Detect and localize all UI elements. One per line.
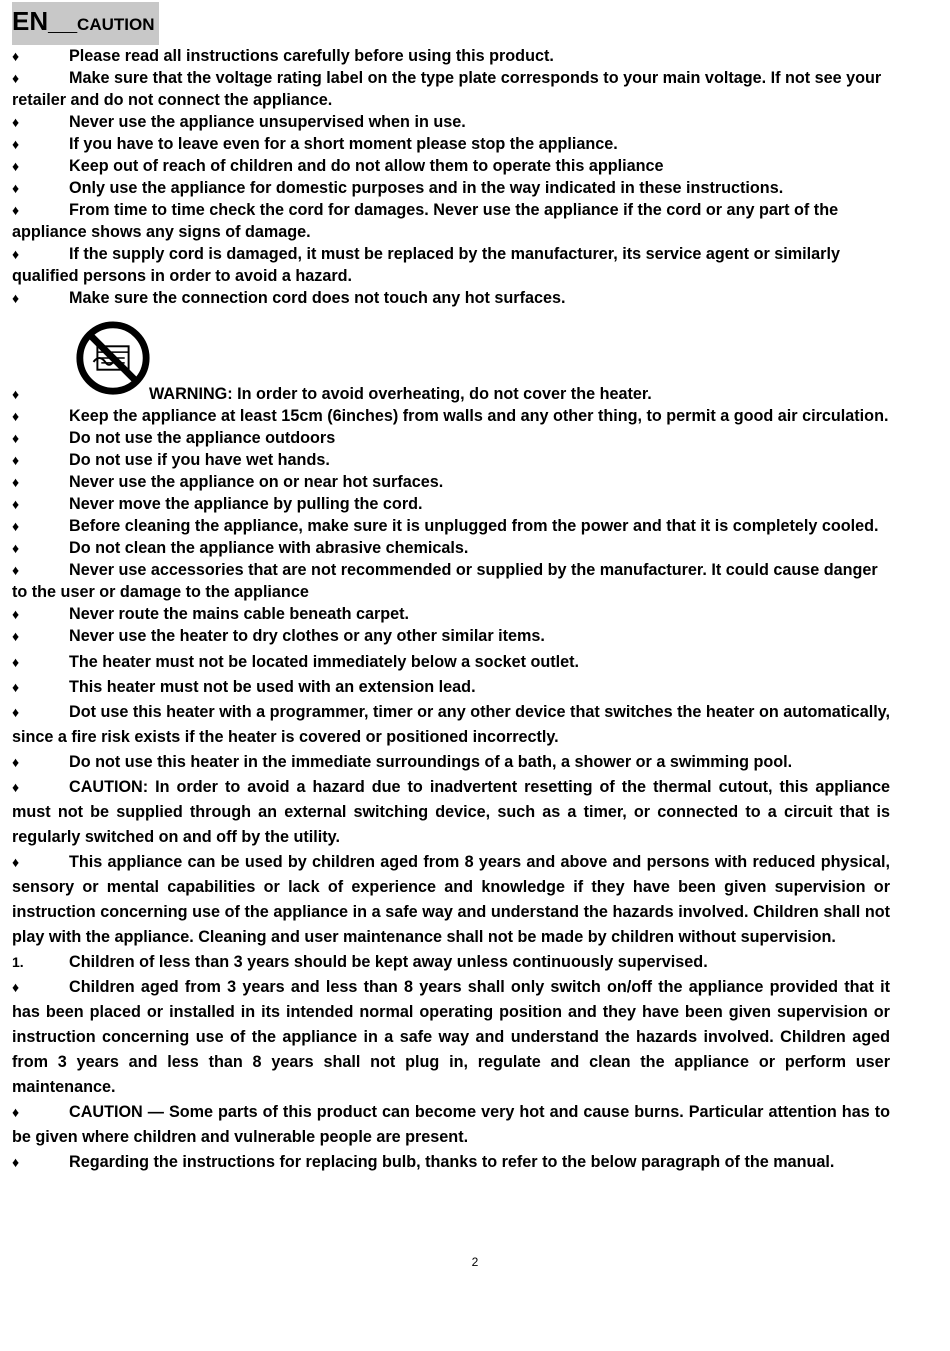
list-item — [12, 650, 890, 675]
list-item — [12, 471, 890, 493]
list-item-text: Keep out of reach of children and do not allow them to operate this appliance — [69, 157, 664, 175]
list-item-text: Make sure the connection cord does not touch any hot surfaces. — [69, 289, 566, 307]
header-separator: __ — [48, 6, 78, 36]
section-title: CAUTION — [77, 15, 155, 34]
list-item-text: Never use the appliance unsupervised when in use. — [69, 113, 466, 131]
list-item-text: CAUTION — Some parts of this product can become very hot and cause burns. Particular attention has to be given where children and vulnerable people are present. — [12, 1103, 890, 1146]
list-item-text: Regarding the instructions for replacing bulb, thanks to refer to the below paragraph of the manual. — [69, 1153, 835, 1171]
bullet-icon: ♦ — [12, 386, 20, 402]
list-item — [12, 700, 890, 750]
bullet-icon: ♦ — [12, 290, 20, 306]
list-item-text: Do not use this heater in the immediate surroundings of a bath, a shower or a swimming pool. — [69, 753, 793, 771]
bullet-icon: ♦ — [12, 408, 20, 424]
list-item-text: Never route the mains cable beneath carpet. — [69, 605, 410, 623]
list-item-text: Never use accessories that are not recommended or supplied by the manufacturer. It could cause danger to the user or damage to the appliance — [12, 561, 878, 601]
bullet-icon: ♦ — [12, 518, 20, 534]
bullet-icon: ♦ — [12, 562, 20, 578]
list-item — [12, 493, 890, 515]
list-item — [12, 975, 890, 1100]
list-item — [12, 111, 890, 133]
list-item — [12, 537, 890, 559]
list-item — [12, 177, 890, 199]
caution-list-3 — [12, 650, 890, 950]
list-item — [12, 775, 890, 850]
bullet-icon: ♦ — [12, 1104, 20, 1120]
list-item-text: Do not use the appliance outdoors — [69, 429, 336, 447]
list-item — [12, 625, 890, 647]
caution-list-4 — [12, 975, 890, 1175]
page-number: 2 — [471, 1255, 479, 1269]
bullet-icon: ♦ — [12, 754, 20, 770]
list-item-text: CAUTION: In order to avoid a hazard due to inadvertent resetting of the thermal cutout, this appliance must not be supplied through an external switching device, such as a timer, or connected to a circuit that is regularly switched on and off by the utility. — [12, 778, 890, 846]
list-item — [12, 1100, 890, 1150]
bullet-icon: ♦ — [12, 1154, 20, 1170]
list-item — [12, 405, 890, 427]
bullet-icon: ♦ — [12, 540, 20, 556]
list-item — [12, 199, 890, 243]
bullet-icon: ♦ — [12, 452, 20, 468]
list-item-text: The heater must not be located immediately below a socket outlet. — [69, 653, 580, 671]
bullet-icon: ♦ — [12, 158, 20, 174]
list-item-text: This heater must not be used with an extension lead. — [69, 678, 476, 696]
list-item — [12, 67, 890, 111]
list-item-text: Never move the appliance by pulling the cord. — [69, 495, 423, 513]
bullet-icon: ♦ — [12, 180, 20, 196]
bullet-icon: ♦ — [12, 114, 20, 130]
list-item — [12, 133, 890, 155]
list-item — [12, 449, 890, 471]
list-item — [12, 850, 890, 950]
list-item-text: This appliance can be used by children aged from 8 years and above and persons with reduced physical, sensory or mental capabilities or lack of experience and knowledge if they have been given supervision or instruction concerning use of the appliance in a safe way and understand the hazards involved. Children shall not play with the appliance. Cleaning and user maintenance shall not be made by children without supervision. — [12, 853, 890, 946]
list-item-text: Do not use if you have wet hands. — [69, 451, 330, 469]
list-item-text: Never use the heater to dry clothes or any other similar items. — [69, 627, 545, 645]
bullet-icon: ♦ — [12, 246, 20, 262]
list-item — [12, 675, 890, 700]
section-header — [12, 2, 159, 45]
bullet-icon: ♦ — [12, 606, 20, 622]
numbered-item — [12, 950, 890, 975]
list-item-text: Do not clean the appliance with abrasive chemicals. — [69, 539, 469, 557]
list-item-text: If the supply cord is damaged, it must be replaced by the manufacturer, its service agent or similarly qualified persons in order to avoid a hazard. — [12, 245, 840, 285]
list-item-text: Children aged from 3 years and less than 8 years shall only switch on/off the appliance provided that it has been placed or installed in its intended normal operating position and they have been given supervision or instruction concerning use of the appliance in a safe way and understand the hazards involved. Children aged from 3 years and less than 8 years shall not plug in, regulate and clean the appliance or perform user maintenance. — [12, 978, 890, 1096]
item-number: 1. — [12, 954, 24, 970]
bullet-icon: ♦ — [12, 136, 20, 152]
list-item-text: Before cleaning the appliance, make sure it is unplugged from the power and that it is completely cooled. — [69, 517, 879, 535]
list-item-text: Only use the appliance for domestic purposes and in the way indicated in these instructions. — [69, 179, 784, 197]
bullet-icon: ♦ — [12, 70, 20, 86]
list-item — [12, 45, 890, 67]
bullet-icon: ♦ — [12, 704, 20, 720]
bullet-icon: ♦ — [12, 430, 20, 446]
list-item-text: From time to time check the cord for damages. Never use the appliance if the cord or any part of the appliance shows any signs of damage. — [12, 201, 839, 241]
list-item — [12, 243, 890, 287]
bullet-icon: ♦ — [12, 496, 20, 512]
language-code: EN — [12, 6, 49, 36]
list-item-text: If you have to leave even for a short moment please stop the appliance. — [69, 135, 618, 153]
list-item-text: Dot use this heater with a programmer, timer or any other device that switches the heater on automatically, since a fire risk exists if the heater is covered or positioned incorrectly. — [12, 703, 890, 746]
list-item — [12, 559, 890, 603]
list-item — [12, 515, 890, 537]
warning-item — [12, 383, 890, 405]
list-item — [12, 750, 890, 775]
warning-icon-row — [12, 309, 890, 389]
caution-list-2 — [12, 405, 890, 647]
bullet-icon: ♦ — [12, 474, 20, 490]
list-item — [12, 155, 890, 177]
list-item — [12, 287, 890, 309]
caution-list — [12, 45, 890, 309]
bullet-icon: ♦ — [12, 854, 20, 870]
bullet-icon: ♦ — [12, 48, 20, 64]
list-item — [12, 603, 890, 625]
list-item-text: Never use the appliance on or near hot surfaces. — [69, 473, 444, 491]
numbered-item-text: Children of less than 3 years should be kept away unless continuously supervised. — [69, 953, 708, 971]
bullet-icon: ♦ — [12, 679, 20, 695]
list-item — [12, 427, 890, 449]
warning-text: WARNING: In order to avoid overheating, do not cover the heater. — [149, 385, 652, 403]
list-item-text: Keep the appliance at least 15cm (6inches) from walls and any other thing, to permit a good air circulation. — [69, 407, 889, 425]
bullet-icon: ♦ — [12, 779, 20, 795]
list-item — [12, 1150, 890, 1175]
list-item-text: Please read all instructions carefully before using this product. — [69, 47, 554, 65]
list-item-text: Make sure that the voltage rating label on the type plate corresponds to your main voltage. If not see your retailer and do not connect the appliance. — [12, 69, 882, 109]
bullet-icon: ♦ — [12, 628, 20, 644]
bullet-icon: ♦ — [12, 202, 20, 218]
bullet-icon: ♦ — [12, 654, 20, 670]
manual-page — [12, 0, 890, 1175]
bullet-icon: ♦ — [12, 979, 20, 995]
